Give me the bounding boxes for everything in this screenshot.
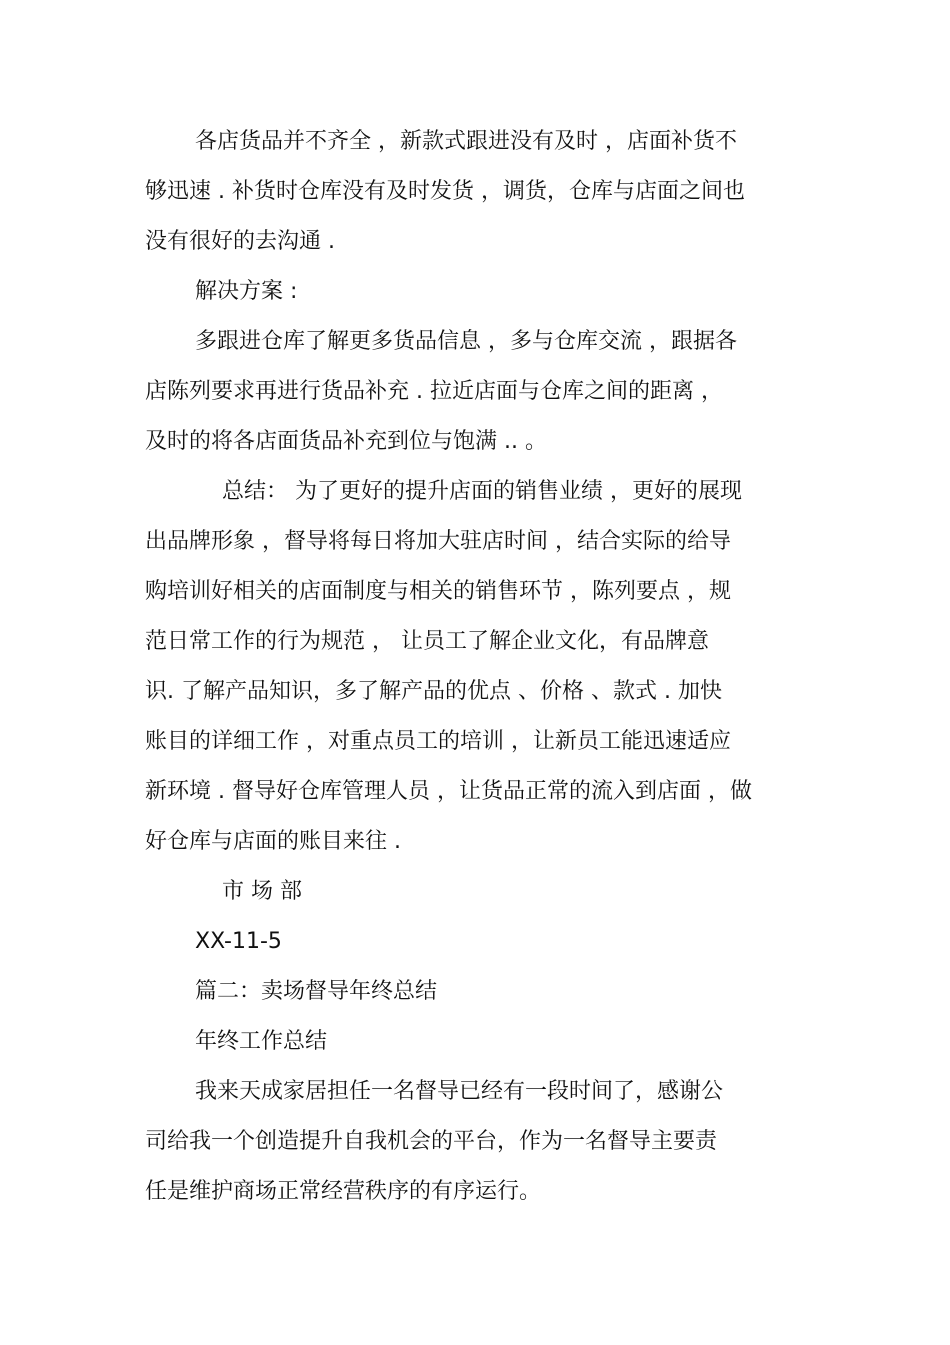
paragraph-line: 司给我一个创造提升自我机会的平台，作为一名督导主要责 bbox=[145, 1129, 718, 1154]
paragraph-line: 没有很好的去沟通 . bbox=[145, 229, 335, 254]
signature-date: XX-11-5 bbox=[195, 929, 282, 954]
paragraph-line: 及时的将各店面货品补充到位与饱满 .. 。 bbox=[145, 429, 547, 454]
section-heading: 解决方案 : bbox=[195, 279, 298, 304]
paragraph-line: 出品牌形象 ，督导将每日将加大驻店时间 ，结合实际的给导 bbox=[145, 529, 731, 554]
paragraph-line: 识. 了解产品知识，多了解产品的优点 、价格 、款式 . 加快 bbox=[145, 679, 722, 704]
paragraph-line: 各店货品并不齐全 ，新款式跟进没有及时 ，店面补货不 bbox=[195, 129, 737, 154]
paragraph-line: 购培训好相关的店面制度与相关的销售环节 ，陈列要点 ，规 bbox=[145, 579, 731, 604]
paragraph-line: 多跟进仓库了解更多货品信息 ，多与仓库交流 ，跟据各 bbox=[195, 329, 737, 354]
paragraph-line: 店陈列要求再进行货品补充 . 拉近店面与仓库之间的距离 ， bbox=[145, 379, 723, 404]
paragraph-line: 我来天成家居担任一名督导已经有一段时间了，感谢公 bbox=[195, 1079, 724, 1104]
signature-department: 市 场 部 bbox=[222, 879, 302, 904]
paragraph-line: 范日常工作的行为规范 ， 让员工了解企业文化，有品牌意 bbox=[145, 629, 709, 654]
paragraph-line: 账目的详细工作 ，对重点员工的培训 ，让新员工能迅速适应 bbox=[145, 729, 731, 754]
paragraph-line: 好仓库与店面的账目来往 . bbox=[145, 829, 401, 854]
paragraph-line: 任是维护商场正常经营秩序的有序运行。 bbox=[145, 1179, 542, 1204]
section-heading: 篇二：卖场督导年终总结 bbox=[195, 979, 438, 1004]
paragraph-line: 新环境 . 督导好仓库管理人员 ，让货品正常的流入到店面 ，做 bbox=[145, 779, 752, 804]
paragraph-line: 总结： 为了更好的提升店面的销售业绩 ，更好的展现 bbox=[222, 479, 742, 504]
paragraph-line: 够迅速 . 补货时仓库没有及时发货 ，调货，仓库与店面之间也 bbox=[145, 179, 745, 204]
section-heading: 年终工作总结 bbox=[195, 1029, 328, 1054]
